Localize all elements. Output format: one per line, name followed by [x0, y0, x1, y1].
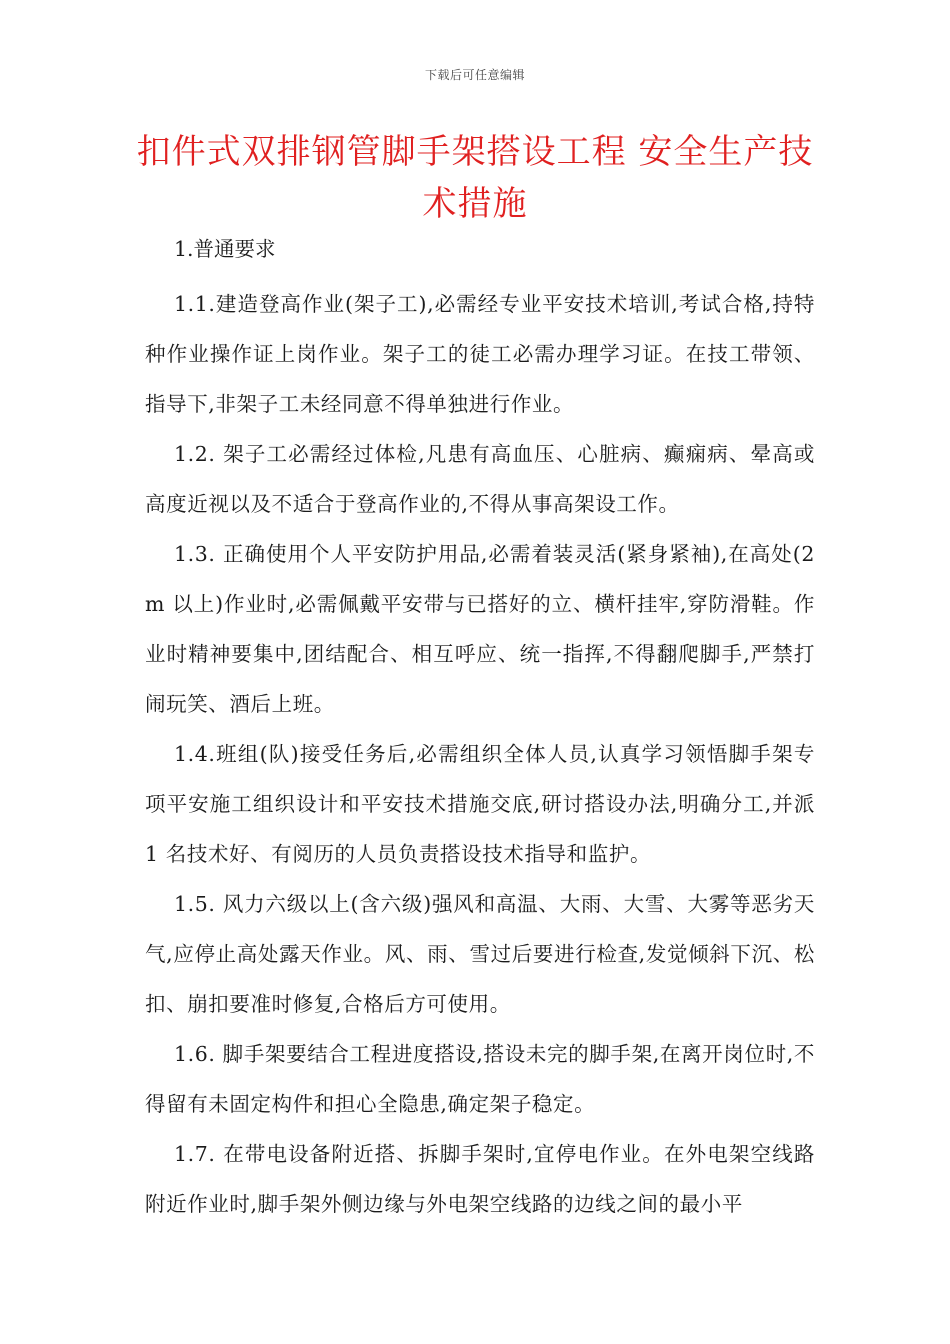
paragraph-1-5: 1.5. 风力六级以上(含六级)强风和高温、大雨、大雪、大雾等恶劣天气,应停止高处露天作业。风、雨、雪过后要进行检查,发觉倾斜下沉、松扣、崩扣要准时修复,合格后方可使用。	[145, 892, 815, 1016]
section-heading: 1.普通要求	[174, 237, 276, 261]
header-note: 下载后可任意编辑	[424, 68, 525, 82]
paragraph-1-6: 1.6. 脚手架要结合工程进度搭设,搭设未完的脚手架,在离开岗位时,不得留有未固定构件和担心全隐患,确定架子稳定。	[145, 1042, 815, 1116]
paragraph-1-1: 1.1.建造登高作业(架子工),必需经专业平安技术培训,考试合格,持特种作业操作证上岗作业。架子工的徒工必需办理学习证。在技工带领、指导下,非架子工未经同意不得单独进行作业。	[145, 292, 815, 416]
paragraph-1-4: 1.4.班组(队)接受任务后,必需组织全体人员,认真学习领悟脚手架专项平安施工组织设计和平安技术措施交底,研讨搭设办法,明确分工,并派 1 名技术好、有阅历的人员负责搭设技术指导和监护。	[145, 742, 815, 866]
paragraph-1-3: 1.3. 正确使用个人平安防护用品,必需着装灵活(紧身紧袖),在高处(2m 以上)作业时,必需佩戴平安带与已搭好的立、横杆挂牢,穿防滑鞋。作业时精神要集中,团结配合、相互呼应、统一指挥,不得翻爬脚手,严禁打闹玩笑、酒后上班。	[145, 542, 815, 716]
document-title: 扣件式双排钢管脚手架搭设工程 安全生产技术措施	[136, 132, 814, 224]
paragraph-1-7: 1.7. 在带电设备附近搭、拆脚手架时,宜停电作业。在外电架空线路附近作业时,脚手架外侧边缘与外电架空线路的边线之间的最小平	[145, 1142, 815, 1216]
document-body	[145, 279, 815, 1229]
paragraph-1-2: 1.2. 架子工必需经过体检,凡患有高血压、心脏病、癫痫病、晕高或高度近视以及不适合于登高作业的,不得从事高架设工作。	[145, 442, 815, 516]
